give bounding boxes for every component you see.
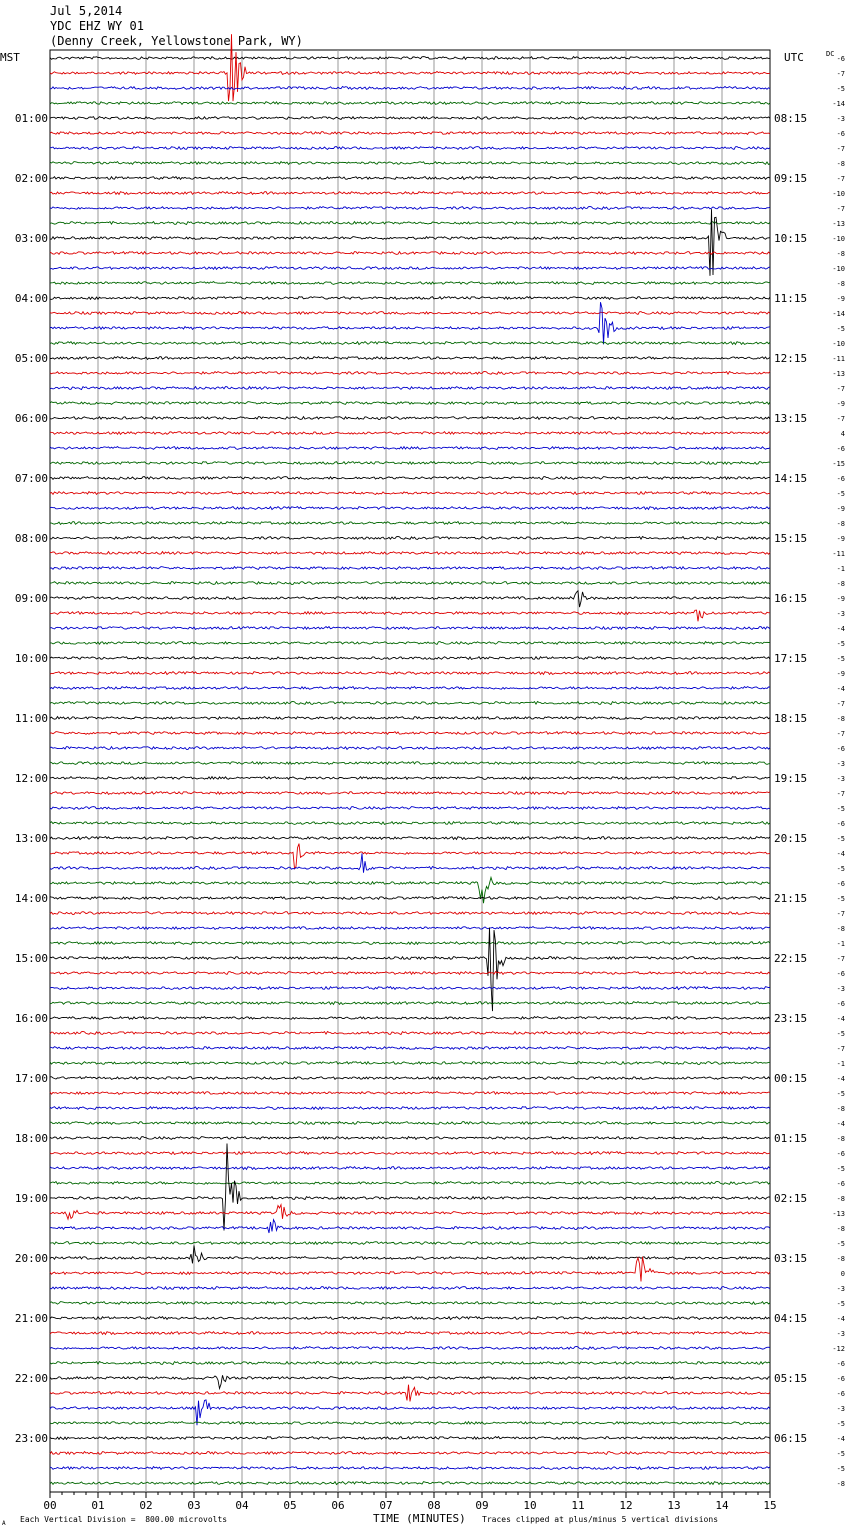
- x-tick-label: 14: [715, 1499, 729, 1512]
- trace-line: [50, 1482, 770, 1485]
- dc-offset-label: -5: [836, 1165, 845, 1173]
- utc-hour-label: 08:15: [774, 112, 808, 125]
- trace-line: [50, 477, 770, 480]
- utc-hour-label: 20:15: [774, 832, 808, 845]
- trace-line: [50, 267, 770, 270]
- trace-line: [50, 87, 770, 90]
- trace-line: [50, 1347, 770, 1350]
- mst-hour-label: 11:00: [14, 712, 48, 725]
- x-tick-label: 15: [763, 1499, 777, 1512]
- dc-offset-label: -13: [832, 220, 845, 228]
- trace-line: [50, 117, 770, 120]
- dc-offset-label: -14: [832, 310, 845, 318]
- mst-hour-label: 09:00: [14, 592, 48, 605]
- trace-line: [50, 1332, 770, 1335]
- mst-hour-label: 10:00: [14, 652, 48, 665]
- trace-line: [50, 1400, 770, 1425]
- mst-hour-label: 16:00: [14, 1012, 48, 1025]
- dc-offset-label: -8: [836, 1225, 845, 1233]
- dc-offset-label: -6: [836, 1375, 845, 1383]
- trace-line: [50, 702, 770, 705]
- utc-hour-label: 19:15: [774, 772, 808, 785]
- dc-offset-label: -5: [836, 1300, 845, 1308]
- dc-offset-label: -9: [836, 295, 845, 303]
- dc-offset-label: -4: [836, 1435, 845, 1443]
- dc-offset-label: -8: [836, 1105, 845, 1113]
- utc-hour-label: 09:15: [774, 172, 808, 185]
- dc-offset-label: -3: [836, 775, 845, 783]
- dc-offset-label: -1: [836, 940, 845, 948]
- mst-hour-label: 06:00: [14, 412, 48, 425]
- dc-offset-label: -1: [836, 1060, 845, 1068]
- trace-line: [50, 552, 770, 555]
- trace-line: [50, 522, 770, 525]
- vertical-division-note: Each Vertical Division = 800.00 microvolts: [20, 1515, 228, 1524]
- trace-line: [50, 402, 770, 405]
- left-axis-label: MST: [0, 51, 20, 64]
- trace-line: [50, 1182, 770, 1185]
- dc-offset-label: -4: [836, 850, 845, 858]
- dc-offset-label: -7: [836, 790, 845, 798]
- dc-offset-label: -7: [836, 175, 845, 183]
- x-tick-label: 03: [187, 1499, 201, 1512]
- trace-line: [50, 853, 770, 872]
- dc-offset-label: -4: [836, 1075, 845, 1083]
- trace-line: [50, 302, 770, 344]
- dc-offset-label: -5: [836, 1030, 845, 1038]
- dc-offset-label: -8: [836, 925, 845, 933]
- trace-line: [50, 192, 770, 195]
- trace-line: [50, 372, 770, 375]
- trace-line: [50, 942, 770, 945]
- dc-offset-label: -6: [836, 820, 845, 828]
- utc-hour-label: 06:15: [774, 1432, 808, 1445]
- utc-hour-label: 18:15: [774, 712, 808, 725]
- dc-offset-label: -8: [836, 1135, 845, 1143]
- dc-offset-label: -10: [832, 340, 845, 348]
- station-code: YDC EHZ WY 01: [50, 19, 144, 33]
- dc-header-label: DC: [826, 50, 835, 58]
- dc-offset-label: -10: [832, 190, 845, 198]
- utc-hour-label: 16:15: [774, 592, 808, 605]
- trace-line: [50, 627, 770, 630]
- mst-hour-label: 03:00: [14, 232, 48, 245]
- utc-hour-label: 04:15: [774, 1312, 808, 1325]
- dc-offset-label: -5: [836, 835, 845, 843]
- trace-line: [50, 342, 770, 345]
- trace-line: [50, 297, 770, 300]
- dc-offset-label: -6: [836, 445, 845, 453]
- trace-line: [50, 1422, 770, 1425]
- dc-offset-label: -6: [836, 55, 845, 63]
- dc-offset-label: -7: [836, 145, 845, 153]
- mst-hour-label: 05:00: [14, 352, 48, 365]
- utc-hour-label: 12:15: [774, 352, 808, 365]
- mst-hour-label: 15:00: [14, 952, 48, 965]
- dc-offset-label: -5: [836, 1450, 845, 1458]
- trace-line: [50, 1302, 770, 1305]
- trace-line: [50, 252, 770, 255]
- trace-line: [50, 492, 770, 495]
- trace-line: [50, 1122, 770, 1125]
- dc-offset-label: -9: [836, 400, 845, 408]
- trace-line: [50, 927, 770, 930]
- utc-hour-label: 01:15: [774, 1132, 808, 1145]
- x-tick-label: 06: [331, 1499, 345, 1512]
- trace-line: [50, 312, 770, 315]
- trace-line: [50, 417, 770, 420]
- dc-offset-label: -5: [836, 1420, 845, 1428]
- dc-offset-label: -1: [836, 565, 845, 573]
- trace-line: [50, 1107, 770, 1110]
- dc-offset-label: -5: [836, 1240, 845, 1248]
- trace-line: [50, 162, 770, 165]
- x-tick-label: 01: [91, 1499, 105, 1512]
- trace-line: [50, 897, 770, 900]
- trace-line: [50, 732, 770, 735]
- trace-line: [50, 447, 770, 450]
- dc-offset-label: -8: [836, 1195, 845, 1203]
- utc-hour-label: 23:15: [774, 1012, 808, 1025]
- dc-offset-label: -6: [836, 1150, 845, 1158]
- dc-offset-label: -9: [836, 535, 845, 543]
- dc-offset-label: -8: [836, 715, 845, 723]
- station-location: (Denny Creek, Yellowstone Park, WY): [50, 34, 303, 48]
- trace-line: [50, 610, 770, 621]
- trace-line: [50, 357, 770, 360]
- trace-line: [50, 1017, 770, 1020]
- trace-line: [50, 1375, 770, 1388]
- trace-line: [50, 591, 770, 607]
- x-tick-label: 08: [427, 1499, 441, 1512]
- trace-line: [50, 747, 770, 750]
- x-tick-label: 09: [475, 1499, 489, 1512]
- dc-offset-label: -7: [836, 415, 845, 423]
- utc-hour-label: 11:15: [774, 292, 808, 305]
- trace-line: [50, 1152, 770, 1155]
- trace-line: [50, 1220, 770, 1233]
- mst-hour-label: 22:00: [14, 1372, 48, 1385]
- dc-offset-label: 4: [840, 430, 845, 438]
- dc-offset-label: -4: [836, 1015, 845, 1023]
- clip-note: Traces clipped at plus/minus 5 vertical divisions: [482, 1515, 719, 1524]
- dc-offset-label: -3: [836, 115, 845, 123]
- x-tick-label: 05: [283, 1499, 297, 1512]
- dc-offset-label: -4: [836, 685, 845, 693]
- trace-line: [50, 1437, 770, 1440]
- dc-offset-label: -8: [836, 580, 845, 588]
- dc-offset-label: -11: [832, 550, 845, 558]
- trace-line: [50, 972, 770, 975]
- trace-line: [50, 987, 770, 990]
- trace-line: [50, 132, 770, 135]
- mst-hour-label: 02:00: [14, 172, 48, 185]
- x-tick-label: 07: [379, 1499, 393, 1512]
- dc-offset-label: -10: [832, 235, 845, 243]
- mst-hour-label: 04:00: [14, 292, 48, 305]
- dc-offset-label: -5: [836, 1090, 845, 1098]
- trace-line: [50, 844, 770, 869]
- mst-hour-label: 01:00: [14, 112, 48, 125]
- mst-hour-label: 14:00: [14, 892, 48, 905]
- utc-hour-label: 00:15: [774, 1072, 808, 1085]
- trace-line: [50, 1205, 770, 1220]
- x-tick-label: 10: [523, 1499, 537, 1512]
- x-axis-title: TIME (MINUTES): [373, 1512, 466, 1525]
- trace-line: [50, 567, 770, 570]
- dc-offset-label: -15: [832, 460, 845, 468]
- trace-line: [50, 1062, 770, 1065]
- trace-line: [50, 387, 770, 390]
- trace-line: [50, 1032, 770, 1035]
- trace-line: [50, 717, 770, 720]
- trace-line: [50, 687, 770, 690]
- dc-offset-label: -6: [836, 475, 845, 483]
- x-tick-label: 04: [235, 1499, 249, 1512]
- dc-offset-label: -6: [836, 130, 845, 138]
- dc-offset-label: -6: [836, 745, 845, 753]
- dc-offset-label: -6: [836, 1180, 845, 1188]
- trace-line: [50, 1144, 770, 1231]
- dc-offset-label: -5: [836, 1465, 845, 1473]
- dc-offset-label: -7: [836, 385, 845, 393]
- right-axis-label: UTC: [784, 51, 804, 64]
- dc-offset-label: -6: [836, 880, 845, 888]
- dc-offset-label: -8: [836, 280, 845, 288]
- dc-offset-label: -5: [836, 490, 845, 498]
- utc-hour-label: 03:15: [774, 1252, 808, 1265]
- dc-offset-label: -7: [836, 1045, 845, 1053]
- trace-line: [50, 877, 770, 903]
- mst-hour-label: 08:00: [14, 532, 48, 545]
- dc-offset-label: -6: [836, 1390, 845, 1398]
- trace-line: [50, 1385, 770, 1402]
- trace-line: [50, 102, 770, 105]
- dc-offset-label: -11: [832, 355, 845, 363]
- x-tick-label: 00: [43, 1499, 57, 1512]
- corner-mark: A: [2, 1520, 6, 1527]
- dc-offset-label: -5: [836, 325, 845, 333]
- trace-line: [50, 462, 770, 465]
- trace-line: [50, 762, 770, 765]
- trace-line: [50, 1362, 770, 1365]
- trace-line: [50, 432, 770, 435]
- dc-offset-label: -13: [832, 1210, 845, 1218]
- dc-offset-label: -5: [836, 895, 845, 903]
- trace-line: [50, 1047, 770, 1050]
- mst-hour-label: 17:00: [14, 1072, 48, 1085]
- dc-offset-label: -12: [832, 1345, 845, 1353]
- mst-hour-label: 19:00: [14, 1192, 48, 1205]
- dc-offset-label: -13: [832, 370, 845, 378]
- trace-line: [50, 912, 770, 915]
- dc-offset-label: -7: [836, 700, 845, 708]
- dc-offset-label: -6: [836, 970, 845, 978]
- trace-line: [50, 147, 770, 150]
- dc-offset-label: -4: [836, 1120, 845, 1128]
- x-tick-label: 12: [619, 1499, 633, 1512]
- utc-hour-label: 22:15: [774, 952, 808, 965]
- mst-hour-label: 20:00: [14, 1252, 48, 1265]
- trace-line: [50, 1137, 770, 1140]
- trace-line: [50, 537, 770, 540]
- trace-line: [50, 582, 770, 585]
- dc-offset-label: -14: [832, 100, 845, 108]
- mst-hour-label: 12:00: [14, 772, 48, 785]
- dc-offset-label: -4: [836, 1315, 845, 1323]
- dc-offset-label: -3: [836, 1330, 845, 1338]
- trace-line: [50, 1452, 770, 1455]
- trace-line: [50, 207, 770, 210]
- utc-hour-label: 15:15: [774, 532, 808, 545]
- utc-hour-label: 14:15: [774, 472, 808, 485]
- trace-line: [50, 222, 770, 225]
- dc-offset-label: -3: [836, 610, 845, 618]
- trace-line: [50, 1317, 770, 1320]
- x-tick-label: 02: [139, 1499, 153, 1512]
- dc-offset-label: -9: [836, 595, 845, 603]
- trace-line: [50, 928, 770, 1012]
- utc-hour-label: 17:15: [774, 652, 808, 665]
- dc-offset-label: -8: [836, 160, 845, 168]
- trace-line: [50, 1467, 770, 1470]
- x-tick-label: 11: [571, 1499, 585, 1512]
- dc-offset-label: -3: [836, 985, 845, 993]
- dc-offset-label: -7: [836, 730, 845, 738]
- trace-line: [50, 1242, 770, 1245]
- dc-offset-label: -7: [836, 910, 845, 918]
- trace-line: [50, 807, 770, 810]
- mst-hour-label: 21:00: [14, 1312, 48, 1325]
- dc-offset-label: -10: [832, 265, 845, 273]
- mst-hour-label: 13:00: [14, 832, 48, 845]
- dc-offset-label: -4: [836, 625, 845, 633]
- dc-offset-label: -9: [836, 670, 845, 678]
- trace-line: [50, 672, 770, 675]
- mst-hour-label: 07:00: [14, 472, 48, 485]
- dc-offset-label: -5: [836, 865, 845, 873]
- trace-line: [50, 642, 770, 645]
- trace-line: [50, 792, 770, 795]
- trace-line: [50, 1092, 770, 1095]
- dc-offset-label: -8: [836, 520, 845, 528]
- utc-hour-label: 02:15: [774, 1192, 808, 1205]
- trace-line: [50, 282, 770, 285]
- trace-line: [50, 1077, 770, 1080]
- x-tick-label: 13: [667, 1499, 681, 1512]
- trace-line: [50, 177, 770, 180]
- dc-offset-label: -7: [836, 955, 845, 963]
- dc-offset-label: -5: [836, 640, 845, 648]
- utc-hour-label: 21:15: [774, 892, 808, 905]
- trace-line: [50, 777, 770, 780]
- dc-offset-label: -6: [836, 1360, 845, 1368]
- dc-offset-label: -8: [836, 1255, 845, 1263]
- dc-offset-label: -8: [836, 1480, 845, 1488]
- utc-hour-label: 05:15: [774, 1372, 808, 1385]
- dc-offset-label: -3: [836, 1285, 845, 1293]
- dc-offset-label: -8: [836, 250, 845, 258]
- dc-offset-label: -5: [836, 85, 845, 93]
- trace-line: [50, 1167, 770, 1170]
- trace-line: [50, 34, 770, 101]
- dc-offset-label: -7: [836, 70, 845, 78]
- trace-line: [50, 822, 770, 825]
- dc-offset-label: -3: [836, 760, 845, 768]
- dc-offset-label: -7: [836, 205, 845, 213]
- trace-line: [50, 1245, 770, 1263]
- trace-line: [50, 507, 770, 510]
- dc-offset-label: -5: [836, 655, 845, 663]
- trace-line: [50, 1002, 770, 1005]
- dc-offset-label: 0: [840, 1270, 845, 1278]
- dc-offset-label: -3: [836, 1405, 845, 1413]
- plot-frame: [50, 50, 770, 1492]
- utc-hour-label: 13:15: [774, 412, 808, 425]
- mst-hour-label: 23:00: [14, 1432, 48, 1445]
- trace-line: [50, 837, 770, 840]
- mst-hour-label: 18:00: [14, 1132, 48, 1145]
- trace-line: [50, 57, 770, 60]
- trace-line: [50, 657, 770, 660]
- trace-line: [50, 1287, 770, 1290]
- chart-date: Jul 5,2014: [50, 4, 123, 18]
- dc-offset-label: -5: [836, 805, 845, 813]
- trace-line: [50, 1257, 770, 1282]
- dc-offset-label: -9: [836, 505, 845, 513]
- trace-line: [50, 209, 770, 276]
- utc-hour-label: 10:15: [774, 232, 808, 245]
- dc-offset-label: -6: [836, 1000, 845, 1008]
